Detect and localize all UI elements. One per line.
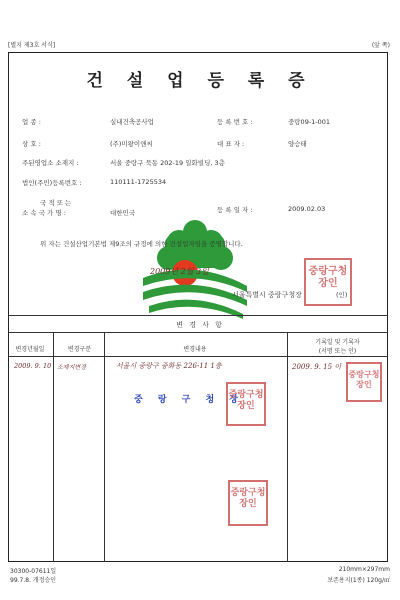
col-date-header: 변경년월일 [15, 346, 45, 353]
footer-size: 210mm×297mm [338, 566, 390, 573]
issue-date: 2009년 2월 3일 [150, 267, 209, 276]
footer-approval: 99.7.8. 개정승인 [10, 577, 57, 584]
row-category: 소재지변경 [57, 364, 86, 371]
nationality-label-2: 소 속 국 가 명 : [22, 209, 66, 217]
seal-text: 중랑구청장인 [228, 390, 264, 411]
nationality-value: 대한민국 [110, 209, 136, 217]
row-recorder: 2009. 9. 15 이 [292, 363, 342, 371]
row-date: 2009. 9. 10 [14, 362, 52, 370]
jungnang-stamp: 중 랑 구 청 장 [134, 395, 245, 405]
column-line [104, 332, 105, 562]
official-seal-icon [304, 258, 352, 306]
column-line [53, 332, 54, 562]
statement-text: 위 자는 건설산업기본법 제9조의 규정에 의한 건설업자임을 증명합니다. [40, 240, 243, 248]
representative-label: 대 표 자 : [217, 140, 245, 148]
reg-date-value: 2009.02.03 [288, 205, 326, 213]
col-content-header: 변경내용 [183, 346, 207, 353]
col-recorder-header-2: (서명 또는 인) [318, 348, 357, 355]
col-recorder-header-1: 기록일 및 기록자 [315, 339, 360, 346]
nationality-label-1: 국 적 또 는 [40, 199, 72, 207]
reg-date-label: 등 록 일 자 : [217, 206, 253, 214]
footer-paper: 보존용지(1종) 120g/㎡ [327, 577, 390, 584]
table-seal-icon [226, 382, 266, 426]
trade-name-value: (주)미왕이앤씨 [110, 140, 153, 148]
footer-code: 30300-07611일 [10, 568, 57, 575]
corp-no-value: 110111-1725534 [110, 178, 167, 186]
business-type-value: 실내건축공사업 [110, 118, 154, 126]
recorder-seal-icon [346, 362, 382, 402]
representative-value: 양승태 [288, 140, 307, 148]
row-content: 서울시 중랑구 중화동 226-11 1층 [116, 362, 222, 370]
form-number: [별지 제3호 서식] [8, 42, 56, 49]
seal-text: 중랑구청장인 [308, 266, 348, 289]
seal-text: 중랑구청장인 [230, 488, 266, 509]
bottom-seal-icon [228, 480, 268, 526]
changes-title: 변 경 사 항 [176, 321, 224, 329]
seal-mark: (인) [336, 291, 348, 299]
table-header-divider [8, 356, 388, 357]
page-title: 건 설 업 등 록 증 [86, 71, 314, 91]
reg-no-value: 중랑09-1-001 [288, 118, 331, 126]
business-type-label: 업 종 : [22, 118, 41, 126]
column-line [287, 332, 288, 562]
reg-no-label: 등 록 번 호 : [217, 118, 253, 126]
seal-text: 중랑구청장인 [348, 369, 380, 389]
trade-name-label: 상 호 : [22, 140, 41, 148]
section-divider [8, 332, 388, 333]
section-divider [8, 315, 388, 316]
address-label: 주된영업소 소재지 : [22, 159, 79, 167]
page-side: (앞 쪽) [371, 42, 390, 49]
issuer-name: 서울특별시 중랑구청장 [232, 291, 302, 299]
col-category-header: 변경구분 [67, 346, 92, 353]
corp-no-label: 법인(주민)등록번호 : [22, 179, 82, 187]
address-value: 서울 중랑구 묵동 202-19 일화빌딩, 3층 [110, 159, 225, 167]
